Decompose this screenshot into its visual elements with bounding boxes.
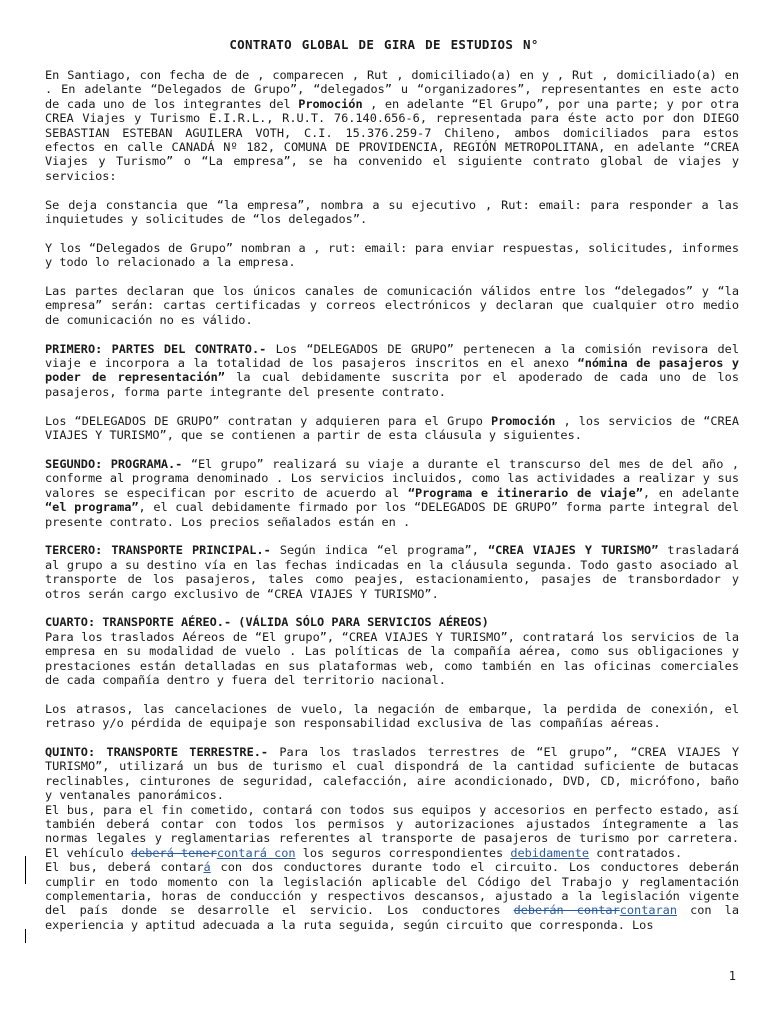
clause-tercero: [45, 543, 739, 601]
clause-primero: [45, 342, 739, 400]
tracked-insertion: contará con: [216, 845, 296, 860]
clause-quinto: [45, 745, 739, 803]
clause-cuarto-heading: CUARTO: TRANSPORTE AÉREO.- (VÁLIDA SÓLO PARA SERVICIOS AÉREOS): [45, 615, 489, 630]
clause-quinto-heading: QUINTO: TRANSPORTE TERRESTRE.-: [45, 744, 269, 759]
clause-quinto-p2-text-3: contratados.: [589, 845, 683, 860]
tracked-insertion: debidamente: [510, 845, 590, 860]
clause-quinto-text-1: Para los traslados terrestres de “El grupo”, “CREA VIAJES Y TURISMO”, utilizará un bus de turismo el cual dispondrá de la cantidad suficiente de butacas reclinables, cinturones de seguridad, calefacción, aire acondicionado, DVD, CD, micrófono, baño y ventanales panorámicos.: [45, 744, 739, 803]
tracked-insertion: á: [203, 860, 211, 875]
clause-segundo-heading: SEGUNDO: PROGRAMA.-: [45, 456, 183, 471]
clause-quinto-paragraph-2: [45, 803, 739, 861]
clause-primero-heading: PRIMERO: PARTES DEL CONTRATO.-: [45, 341, 267, 356]
clause-primero-text-2: la cual debidamente suscrita por el apoderado de cada uno de los pasajeros, forma parte integrante del presente contrato.: [45, 370, 739, 399]
clause-tercero-text-1: Según indica “el programa”,: [270, 543, 488, 558]
intro-text-1: En Santiago, con fecha de de , comparecen , Rut , domiciliado(a) en y , Rut , domiciliado(a) en . En adelante “Delegados de Grupo”, “delegados” u “organizadores”, representantes en este acto de cada uno de los integrantes del: [45, 68, 739, 111]
clause-primero-text-1: Los “DELEGADOS DE GRUPO” pertenecen a la comisión revisora del viaje e incorpora a la totalidad de los pasajeros inscritos en el anexo: [45, 341, 739, 371]
clause-cuarto: [45, 615, 739, 687]
clause-primero-p2-promocion: Promoción: [490, 413, 556, 428]
delegados-paragraph: Y los “Delegados de Grupo” nombran a , rut: email: para enviar respuestas, solicitudes, informes y todo lo relacionado a la empresa.: [45, 240, 739, 270]
clause-primero-bold-1: “nómina de pasajeros y poder de representación”: [45, 356, 739, 385]
canales-paragraph: Las partes declaran que los únicos canales de comunicación válidos entre los “delegados” y “la empresa” serán: cartas certificadas y correos electrónicos y declaran que cualquier otro medio de comunicación no es válido.: [45, 284, 739, 327]
tracked-deletion: deberán contar: [513, 903, 620, 918]
clause-tercero-heading: TERCERO: TRANSPORTE PRINCIPAL.-: [45, 543, 271, 558]
clause-primero-paragraph-2: [45, 414, 739, 443]
intro-promocion: Promoción: [298, 96, 363, 111]
document-title: CONTRATO GLOBAL DE GIRA DE ESTUDIOS N°: [229, 37, 539, 52]
change-bar: [25, 856, 26, 884]
clause-segundo-bold-1: “Programa e itinerario de viaje”: [407, 485, 643, 500]
clause-primero-p2-text-2: , los servicios de “CREA VIAJES Y TURISMO”, que se contienen a partir de esta cláusula y siguientes.: [45, 413, 739, 443]
clause-segundo-text-2: , en adelante: [642, 485, 739, 500]
clause-quinto-p3-text-1: El bus, deberá contar: [45, 860, 204, 875]
clause-segundo-text-3: , el cual debidamente firmado por los “DELEGADOS DE GRUPO” forma parte integral del presente contrato. Los precios señalados están en .: [45, 500, 739, 529]
clause-quinto-paragraph-3: [45, 860, 739, 932]
clause-segundo-text-1: “El grupo” realizará su viaje a durante el transcurso del mes de del año , conforme al programa denominado . Los servicios incluidos, como las actividades a realizar y sus valores se especifican por escrito de acuerdo al: [45, 456, 739, 500]
clause-quinto-p3-text-3: con la experiencia y aptitud adecuada a la ruta seguida, según circuito que corresponda. Los: [45, 903, 739, 932]
clause-cuarto-text-1: Para los traslados Aéreos de “El grupo”, “CREA VIAJES Y TURISMO”, contratará los servicios de la empresa en su modalidad de vuelo . Las políticas de la compañía aérea, como sus obligaciones y prestaciones están detalladas en sus plataformas web, como también en las oficinas comerciales de cada compañía dentro y fuera del territorio nacional.: [45, 629, 739, 687]
clause-primero-p2-text-1: Los “DELEGADOS DE GRUPO” contratan y adquieren para el Grupo: [45, 413, 491, 428]
clause-tercero-bold-1: “CREA VIAJES Y TURISMO”: [487, 543, 659, 558]
clause-segundo: [45, 457, 739, 529]
clause-cuarto-paragraph-2: Los atrasos, las cancelaciones de vuelo, la negación de embarque, la perdida de conexión, el retraso y/o pérdida de equipaje son responsabilidad exclusiva de las compañías aéreas.: [45, 701, 739, 731]
clause-segundo-bold-2: “el programa”: [45, 500, 139, 515]
clause-quinto-p3-text-2: con dos conductores durante todo el circuito. Los conductores deberán cumplir en todo momento con la legislación aplicable del Código del Trabajo y reglamentación complementaria, horas de conducción y respectivos descansos, ajustado a la legislación vigente del país donde se desarrolle el servicio. Los conductores: [45, 860, 739, 918]
change-bar: [25, 929, 26, 943]
tracked-insertion: contaran: [619, 903, 678, 918]
page-number: 1: [728, 969, 736, 983]
intro-paragraph: [45, 68, 739, 183]
document-body: [45, 68, 739, 932]
intro-text-2: , en adelante “El Grupo”, por una parte; y por otra CREA Viajes y Turismo E.I.R.L., R.U.T. 76.140.656-6, representada para éste acto por don DIEGO SEBASTIAN ESTEBAN AGUILERA VOTH, C.I. 15.376.259-7 Chileno, ambos domiciliados para estos efectos en calle CANADÁ Nº 182, COMUNA DE PROVIDENCIA, REGIÓN METROPOLITANA, en adelante “CREA Viajes y Turismo” o “La empresa”, se ha convenido el siguiente contrato global de viajes y servicios:: [45, 96, 739, 183]
clause-quinto-p2-text-2: los seguros correspondientes: [295, 845, 511, 860]
clause-quinto-p2-text-1: El bus, para el fin cometido, contará con todos sus equipos y accesorios en perfecto estado, así también deberá contar con todos los permisos y autorizaciones ajustados íntegramente a las normas legales y reglamentarias referentes al transporte de pasajeros de turismo por carretera. El vehículo: [45, 802, 739, 860]
tracked-deletion: deberá tener: [130, 845, 217, 860]
constancia-paragraph: Se deja constancia que “la empresa”, nombra a su ejecutivo , Rut: email: para responder a las inquietudes y solicitudes de “los delegados”.: [45, 197, 739, 227]
clause-tercero-text-2: trasladará al grupo a su destino vía en las fechas indicadas en la cláusula segunda. Todo gasto asociado al transporte de los pasajeros, tales como peajes, estacionamiento, pasajes de transbordador y otros serán cargo exclusivo de “CREA VIAJES Y TURISMO”.: [45, 543, 740, 601]
